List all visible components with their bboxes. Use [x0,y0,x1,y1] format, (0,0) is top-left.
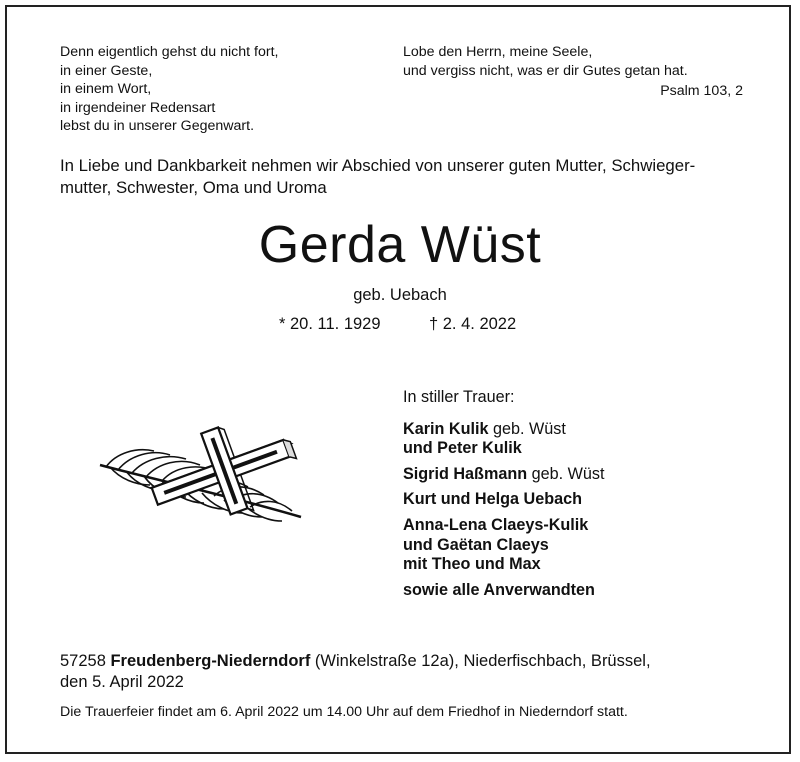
birth-date: * 20. 11. 1929 [279,315,381,333]
poem-left-line: in einer Geste, [60,62,153,79]
mourner-name: und Gaëtan Claeys [403,535,549,554]
mourner-name: Sigrid Haßmann [403,464,528,483]
mourner-name: Anna-Lena Claeys-Kulik [403,515,589,534]
intro-line: mutter, Schwester, Oma und Uroma [60,177,327,197]
cross-with-palm-branch-icon [96,425,316,530]
poem-left-line: in einem Wort, [60,81,152,98]
mourner-name: mit Theo und Max [403,555,541,574]
address-date: den 5. April 2022 [60,672,184,691]
poem-left-line: Denn eigentlich gehst du nicht fort, [60,44,279,60]
mourner-suffix: geb. Wüst [488,419,566,438]
deceased-name: Gerda Wüst [258,216,542,274]
funeral-notice: Die Trauerfeier findet am 6. April 2022 um 14.00 Uhr auf dem Friedhof in Niederndorf statt. [60,704,628,720]
mourners-list [403,388,605,606]
mourner-name: Karin Kulik [403,419,489,438]
death-date: † 2. 4. 2022 [429,315,517,333]
maiden-name: geb. Uebach [353,286,447,304]
address-block [60,651,651,692]
poem-left [60,43,278,136]
mourner-name: und Peter Kulik [403,439,522,458]
bible-verse [403,43,743,101]
mourner-suffix: geb. Wüst [527,464,605,483]
intro-text [60,155,750,198]
bible-verse-line: und vergiss nicht, was er dir Gutes getan hat. [403,62,688,79]
mourner-group [403,420,605,459]
mourner-name: Kurt und Helga Uebach [403,490,582,509]
mourner-group [403,465,605,485]
bible-verse-source: Psalm 103, 2 [660,83,743,100]
poem-left-line: lebst du in unserer Gegenwart. [60,118,255,135]
postcode: 57258 [60,652,111,670]
town-name: Freudenberg-Niederndorf [110,652,311,670]
mourners-heading: In stiller Trauer: [403,388,515,406]
bible-verse-line: Lobe den Herrn, meine Seele, [403,44,593,60]
address-rest: (Winkelstraße 12a), Niederfischbach, Brüssel, [310,652,651,670]
intro-line: In Liebe und Dankbarkeit nehmen wir Abschied von unserer guten Mutter, Schwieger- [60,156,696,175]
mourner-group [403,581,605,601]
mourner-group [403,516,605,575]
poem-left-line: in irgendeiner Redensart [60,99,216,116]
mourner-name: sowie alle Anverwandten [403,580,595,599]
mourner-group [403,490,605,510]
